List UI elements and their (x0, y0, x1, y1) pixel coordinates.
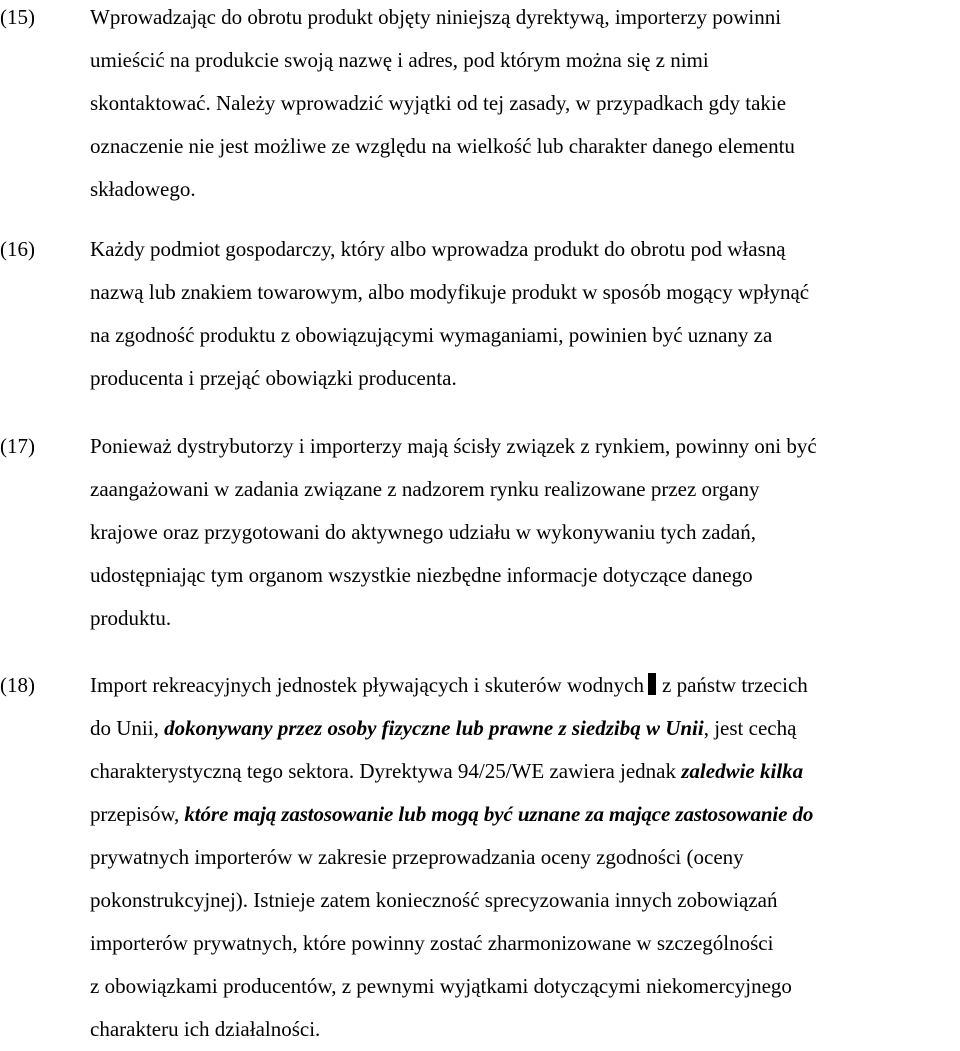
text-segment: z państw trzecich (662, 673, 808, 697)
text-line: zaangażowani w zadania związane z nadzorem rynku realizowane przez organy (90, 477, 760, 501)
text-segment: Import rekreacyjnych jednostek pływających i skuterów wodnych (90, 673, 644, 697)
recital-number: (18) (0, 673, 35, 697)
text-line: prywatnych importerów w zakresie przeprowadzania oceny zgodności (oceny (90, 845, 744, 869)
emphasized-text: dokonywany przez osoby fizyczne lub prawne z siedzibą w Unii (164, 716, 704, 740)
text-line: oznaczenie nie jest możliwe ze względu na wielkość lub charakter danego elementu (90, 134, 795, 158)
text-line: składowego. (90, 177, 196, 201)
recital-text (90, 228, 960, 400)
text-line (90, 664, 960, 707)
text-line: producenta i przejąć obowiązki producenta. (90, 366, 457, 390)
recital-number: (15) (0, 5, 35, 29)
text-line: Ponieważ dystrybutorzy i importerzy mają ścisły związek z rynkiem, powinny oni być (90, 434, 817, 458)
change-marker (648, 673, 656, 695)
text-line (90, 793, 960, 836)
recital-text (90, 425, 960, 640)
text-line: Wprowadzając do obrotu produkt objęty niniejszą dyrektywą, importerzy powinni (90, 5, 782, 29)
text-line: krajowe oraz przygotowani do aktywnego udziału w wykonywaniu tych zadań, (90, 520, 756, 544)
emphasized-text: które mają zastosowanie lub mogą być uznane za mające zastosowanie do (184, 802, 814, 826)
recital-text (90, 0, 960, 211)
text-line: Każdy podmiot gospodarczy, który albo wprowadza produkt do obrotu pod własną (90, 237, 786, 261)
recital-number: (16) (0, 237, 35, 261)
text-line: nazwą lub znakiem towarowym, albo modyfikuje produkt w sposób mogący wpłynąć (90, 280, 810, 304)
text-line: na zgodność produktu z obowiązującymi wymaganiami, powinien być uznany za (90, 323, 773, 347)
text-line (90, 707, 960, 750)
text-line: z obowiązkami producentów, z pewnymi wyjątkami dotyczącymi niekomercyjnego (90, 974, 792, 998)
text-line: charakteru ich działalności. (90, 1017, 321, 1041)
text-segment: , jest cechą (703, 716, 797, 740)
text-line (90, 750, 960, 793)
text-segment: przepisów, (90, 802, 185, 826)
text-line: produktu. (90, 606, 172, 630)
text-line: pokonstrukcyjnej). Istnieje zatem konieczność sprecyzowania innych zobowiązań (90, 888, 778, 912)
text-segment: charakterystyczną tego sektora. Dyrektywa 94/25/WE zawiera jednak (90, 759, 682, 783)
recital-number: (17) (0, 434, 35, 458)
text-line: umieścić na produkcie swoją nazwę i adres, pod którym można się z nimi (90, 48, 709, 72)
text-segment: do Unii, (90, 716, 165, 740)
emphasized-text: zaledwie kilka (681, 759, 804, 783)
text-line: skontaktować. Należy wprowadzić wyjątki od tej zasady, w przypadkach gdy takie (90, 91, 787, 115)
text-line: importerów prywatnych, które powinny zostać zharmonizowane w szczególności (90, 931, 774, 955)
recital-text (90, 664, 960, 1051)
text-line: udostępniając tym organom wszystkie niezbędne informacje dotyczące danego (90, 563, 753, 587)
